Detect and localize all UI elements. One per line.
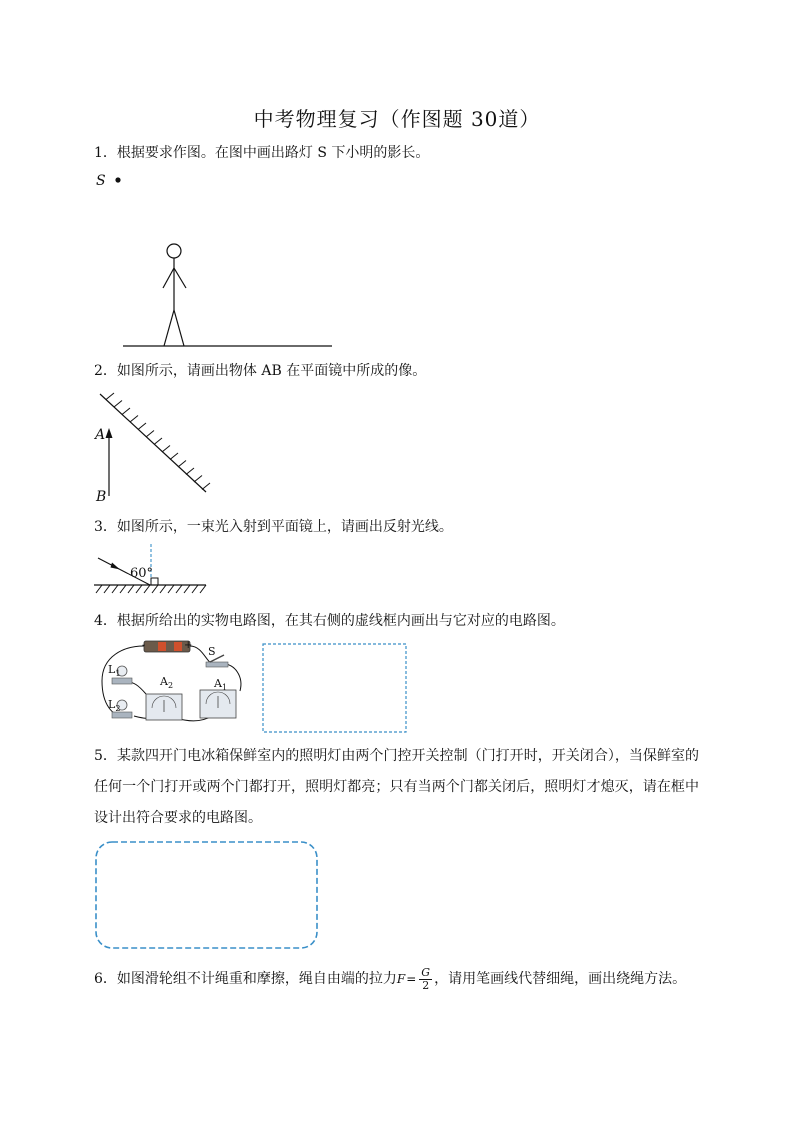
equals-sign: = bbox=[406, 972, 417, 986]
switch-label: S bbox=[208, 645, 216, 658]
bulb-l1-label: $L_1$ bbox=[108, 663, 121, 679]
point-b-label: B bbox=[96, 489, 107, 505]
mirror-line bbox=[100, 394, 206, 492]
ammeter-a2 bbox=[146, 694, 182, 720]
reflection-figure bbox=[94, 544, 214, 602]
person-right-arm bbox=[174, 268, 186, 288]
fraction-g-over-2: $\frac{G}{2}$ bbox=[421, 965, 431, 992]
angle-label: 60° bbox=[130, 566, 154, 581]
page-title: 中考物理复习（作图题 30道） bbox=[253, 107, 541, 131]
plane-mirror-figure bbox=[92, 390, 217, 502]
question-1-text: 1．根据要求作图。在图中画出路灯 S 下小明的影长。 bbox=[94, 145, 430, 161]
lamp-label-s: S bbox=[96, 173, 106, 189]
answer-box-q4[interactable] bbox=[262, 643, 408, 734]
question-2-text: 2．如图所示，请画出物体 AB 在平面镜中所成的像。 bbox=[94, 363, 427, 379]
ray-arrow bbox=[111, 563, 121, 570]
question-4-text: 4．根据所给出的实物电路图，在其右侧的虚线框内画出与它对应的电路图。 bbox=[94, 613, 565, 629]
question-5-text: 5．某款四开门电冰箱保鲜室内的照明灯由两个门控开关控制（门打开时，开关闭合），当保鲜室的任何一个门打开或两个门都打开，照明灯都亮；只有当两个门都关闭后，照明灯才熄灭，请在框中设计出符合要求的电路图。 bbox=[94, 748, 699, 826]
battery-minus-label: - bbox=[142, 640, 146, 651]
mirror-hatching bbox=[106, 393, 210, 490]
shadow-figure bbox=[90, 170, 350, 355]
battery-plus-label: + bbox=[184, 640, 193, 651]
street-lamp-point bbox=[115, 177, 120, 182]
person-left-leg bbox=[164, 310, 174, 346]
point-a-label: A bbox=[95, 427, 106, 443]
q6-text-before: 6．如图滑轮组不计绳重和摩擦，绳自由端的拉力 bbox=[94, 971, 397, 987]
question-3-text: 3．如图所示，一束光入射到平面镜上，请画出反射光线。 bbox=[94, 519, 453, 535]
ammeter-a2-label: $A_2$ bbox=[160, 675, 174, 691]
ammeter-a1-label: $A_1$ bbox=[214, 677, 228, 693]
arrow-head-a bbox=[106, 428, 113, 438]
question-6-text bbox=[94, 964, 686, 994]
surface-hatching bbox=[96, 585, 206, 593]
answer-box-q5[interactable] bbox=[94, 840, 320, 952]
person-right-leg bbox=[174, 310, 184, 346]
person-left-arm bbox=[163, 268, 174, 288]
person-head bbox=[167, 244, 181, 258]
force-symbol: F bbox=[396, 972, 406, 986]
bulb-l2-label: $L_2$ bbox=[108, 698, 121, 714]
q6-text-after: ，请用笔画线代替细绳，画出绕绳方法。 bbox=[434, 971, 687, 987]
